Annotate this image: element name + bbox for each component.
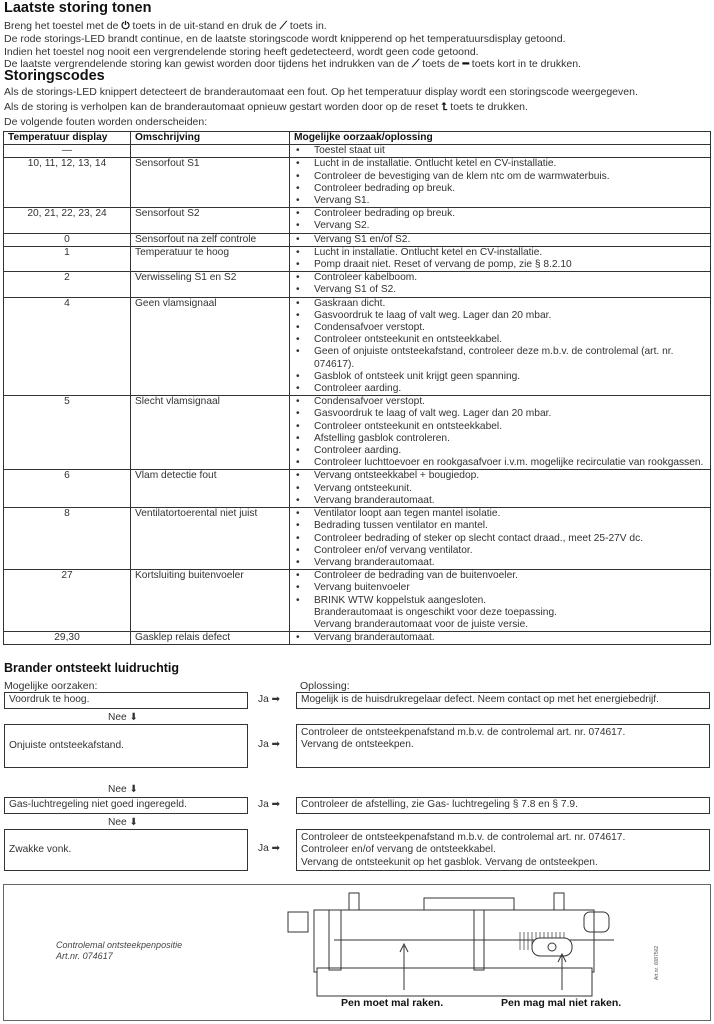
label-pen-must-touch: Pen moet mal raken.	[341, 997, 444, 1009]
cause-item: • Controleer bedrading op breuk.	[294, 183, 706, 195]
code-cell: 1	[4, 246, 131, 271]
cause-item: • Controleer aarding.	[294, 445, 706, 457]
code-cell: 5	[4, 396, 131, 470]
table-row	[4, 508, 711, 570]
cause-item: • Lucht in de installatie. Ontlucht ketel en CV-installatie.	[294, 158, 706, 170]
solution-cell	[290, 508, 711, 570]
description-cell: Sensorfout na zelf controle	[131, 233, 290, 246]
solution-text: Vervang de ontsteekunit op het gasblok. Vervang de ontsteekpen.	[301, 856, 598, 868]
solution-box	[296, 692, 710, 709]
code-cell: 10, 11, 12, 13, 14	[4, 158, 131, 208]
cause-item: • Controleer luchttoevoer en rookgasafvoer i.v.m. mogelijke recirculatie van rookgassen.	[294, 457, 706, 469]
cause-item: • Controleer ontsteekunit en ontsteekkabel.	[294, 421, 706, 433]
causes-label: Mogelijke oorzaken:	[4, 680, 98, 692]
cause-item: • Pomp draait niet. Reset of vervang de pomp, zie § 8.2.10	[294, 259, 706, 271]
code-cell: 20, 21, 22, 23, 24	[4, 208, 131, 233]
solution-cell	[290, 208, 711, 233]
cause-box	[4, 692, 248, 709]
yes-arrow: Ja ➡	[258, 739, 281, 750]
code-cell: 0	[4, 233, 131, 246]
cause-item: • Vervang ontsteekunit.	[294, 483, 706, 495]
table-row	[4, 246, 711, 271]
fault-code-table	[3, 131, 711, 645]
cause-item: • Vervang branderautomaat.	[294, 495, 706, 507]
cause-item-continued: Vervang branderautomaat voor de juiste versie.	[314, 618, 529, 630]
cause-item: • Condensafvoer verstopt.	[294, 396, 706, 408]
cause-item: • Controleer ontsteekunit en ontsteekkabel.	[294, 334, 706, 346]
solution-cell	[290, 297, 711, 396]
cause-item: • Controleer bedrading of steker op slecht contact draad., meet 25-27V dc.	[294, 533, 706, 545]
cause-item: • BRINK WTW koppelstuk aangesloten.	[294, 595, 706, 607]
table-header-row	[4, 132, 711, 145]
solution-box	[296, 724, 710, 768]
text: toets in.	[287, 20, 327, 32]
cause-box	[4, 797, 248, 814]
text: toets kort in te drukken.	[468, 58, 581, 70]
text: toets de	[419, 58, 463, 70]
cause-item: • Vervang S1 of S2.	[294, 284, 706, 296]
text: toets te drukken.	[447, 101, 528, 113]
text: Breng het toestel met de	[4, 20, 122, 32]
description-cell: Sensorfout S2	[131, 208, 290, 233]
code-cell: 6	[4, 470, 131, 508]
label-pen-must-not-touch: Pen mag mal niet raken.	[501, 997, 622, 1009]
table-row	[4, 297, 711, 396]
cause-item: • Controleer de bevestiging van de klem ntc om de warmwaterbuis.	[294, 171, 706, 183]
figure-panel	[3, 884, 711, 1021]
wrench-icon: ⟋	[412, 58, 420, 70]
instruction-line-2: De rode storings-LED brandt continue, en de laatste storingscode wordt knipperend op het temperatuursdisplay getoond.	[4, 33, 566, 45]
solution-label: Oplossing:	[300, 680, 350, 692]
yes-arrow: Ja ➡	[258, 693, 281, 705]
cause-box	[4, 724, 248, 768]
cause-item: • Condensafvoer verstopt.	[294, 322, 706, 334]
description-cell: Verwisseling S1 en S2	[131, 272, 290, 297]
paragraph	[4, 101, 528, 114]
cause-item: • Vervang branderautomaat.	[294, 557, 706, 569]
cause-item: • Vervang S1 en/of S2.	[294, 234, 706, 246]
cause-text: Zwakke vonk.	[9, 843, 72, 855]
solution-text: Mogelijk is de huisdrukregelaar defect. Neem contact op met het energiebedrijf.	[301, 694, 659, 706]
cause-item: • Gaskraan dicht.	[294, 298, 706, 310]
minus-icon: ━	[462, 58, 469, 70]
cause-box	[4, 829, 248, 871]
description-cell: Sensorfout S1	[131, 158, 290, 208]
solution-cell	[290, 233, 711, 246]
description-cell: Vlam detectie fout	[131, 470, 290, 508]
wrench-icon: ⟋	[279, 20, 288, 32]
no-arrow: Nee ⬇	[108, 784, 139, 795]
table-row	[4, 145, 711, 158]
solution-cell	[290, 570, 711, 632]
instruction-line-1	[4, 20, 327, 33]
yes-arrow: Ja ➡	[258, 843, 281, 854]
cause-item: • Controleer de bedrading van de buitenvoeler.	[294, 570, 706, 582]
description-cell: Kortsluiting buitenvoeler	[131, 570, 290, 632]
description-cell: Ventilatortoerental niet juist	[131, 508, 290, 570]
text: toets in de uit-stand en druk de	[129, 20, 280, 32]
solution-text: Controleer de ontsteekpenafstand m.b.v. de controlemal art. nr. 074617.	[301, 727, 626, 738]
figure-caption-art-nr: Art.nr. 074617	[56, 951, 113, 961]
cause-item: • Vervang S1.	[294, 195, 706, 207]
power-icon: ⏻	[121, 20, 130, 32]
solution-cell	[290, 272, 711, 297]
paragraph: Als de storings-LED knippert detecteert de branderautomaat een fout. Op het temperatuur display wordt een storingscode weergegeven.	[4, 86, 638, 98]
table-row	[4, 158, 711, 208]
section-title-last-fault: Laatste storing tonen	[4, 0, 152, 16]
solution-cell	[290, 158, 711, 208]
text: Als de storing is verholpen kan de branderautomaat opnieuw gestart worden door op de reset	[4, 101, 442, 113]
table-row	[4, 570, 711, 632]
cause-item: • Lucht in installatie. Ontlucht ketel en CV-installatie.	[294, 247, 706, 259]
solution-box	[296, 829, 710, 871]
cause-item: • Vervang ontsteekkabel + bougiedop.	[294, 470, 706, 482]
art-code: Art.nr. 0087502	[654, 945, 660, 980]
solution-cell	[290, 470, 711, 508]
gauge-drawing	[284, 890, 644, 1000]
cause-item: • Ventilator loopt aan tegen mantel isolatie.	[294, 508, 706, 520]
solution-text: Vervang de ontsteekpen.	[301, 739, 414, 751]
solution-cell	[290, 632, 711, 645]
code-cell: 4	[4, 297, 131, 396]
cause-item: • Geen of onjuiste ontsteekafstand, controleer deze m.b.v. de controlemal (art. nr. 074617).	[294, 346, 706, 370]
cause-item: • Gasvoordruk te laag of valt weg. Lager dan 20 mbar.	[294, 408, 706, 420]
description-cell: Gasklep relais defect	[131, 632, 290, 645]
cause-item: • Toestel staat uit	[294, 145, 706, 157]
column-header: Temperatuur display	[4, 132, 131, 145]
code-cell: —	[4, 145, 131, 158]
cause-text: Voordruk te hoog.	[9, 694, 90, 706]
yes-arrow: Ja ➡	[258, 798, 281, 810]
column-header: Mogelijke oorzaak/oplossing	[290, 132, 711, 145]
cause-item: • Controleer kabelboom.	[294, 272, 706, 284]
code-cell: 2	[4, 272, 131, 297]
table-row	[4, 632, 711, 645]
no-arrow: Nee ⬇	[108, 712, 139, 723]
solution-cell	[290, 145, 711, 158]
cause-item: • Bedrading tussen ventilator en mantel.	[294, 520, 706, 532]
solution-cell	[290, 246, 711, 271]
cause-item: • Gasvoordruk te laag of valt weg. Lager dan 20 mbar.	[294, 310, 706, 322]
table-row	[4, 272, 711, 297]
description-cell	[131, 145, 290, 158]
cause-item: • Controleer aarding.	[294, 383, 706, 395]
text: De laatste vergrendelende storing kan gewist worden door tijdens het indrukken van de	[4, 58, 412, 70]
section-title-fault-codes: Storingscodes	[4, 68, 105, 84]
code-cell: 29,30	[4, 632, 131, 645]
cause-item: • Controleer en/of vervang ventilator.	[294, 545, 706, 557]
instruction-line-3: Indien het toestel nog nooit een vergrendelende storing heeft gedetecteerd, wordt geen code getoond.	[4, 46, 479, 58]
code-cell: 8	[4, 508, 131, 570]
column-header: Omschrijving	[131, 132, 290, 145]
cause-item-continued: Branderautomaat is ongeschikt voor deze toepassing.	[314, 606, 557, 618]
cause-text: Onjuiste ontsteekafstand.	[9, 739, 124, 751]
figure-caption: Controlemal ontsteekpenpositie	[56, 940, 183, 950]
cause-item: • Afstelling gasblok controleren.	[294, 433, 706, 445]
cause-item: • Vervang buitenvoeler	[294, 582, 706, 594]
cause-item: • Vervang S2.	[294, 220, 706, 232]
solution-box	[296, 797, 710, 814]
no-arrow: Nee ⬇	[108, 817, 139, 828]
description-cell: Temperatuur te hoog	[131, 246, 290, 271]
solution-text: Controleer de afstelling, zie Gas- luchtregeling § 7.8 en § 7.9.	[301, 799, 578, 811]
table-row	[4, 233, 711, 246]
table-row	[4, 396, 711, 470]
description-cell: Geen vlamsignaal	[131, 297, 290, 396]
solution-cell	[290, 396, 711, 470]
cause-item: • Controleer bedrading op breuk.	[294, 208, 706, 220]
reset-icon: ⮤	[441, 101, 448, 113]
table-row	[4, 470, 711, 508]
cause-item: • Gasblok of ontsteek unit krijgt geen spanning.	[294, 371, 706, 383]
cause-text: Gas-luchtregeling niet goed ingeregeld.	[9, 799, 187, 811]
code-cell: 27	[4, 570, 131, 632]
solution-text: Controleer en/of vervang de ontsteekkabel.	[301, 844, 496, 856]
solution-text: Controleer de ontsteekpenafstand m.b.v. de controlemal art. nr. 074617.	[301, 832, 626, 843]
paragraph: De volgende fouten worden onderscheiden:	[4, 116, 208, 128]
description-cell: Slecht vlamsignaal	[131, 396, 290, 470]
table-row	[4, 208, 711, 233]
cause-item: • Vervang branderautomaat.	[294, 632, 706, 644]
section-title-noisy-ignition: Brander ontsteekt luidruchtig	[4, 661, 180, 675]
